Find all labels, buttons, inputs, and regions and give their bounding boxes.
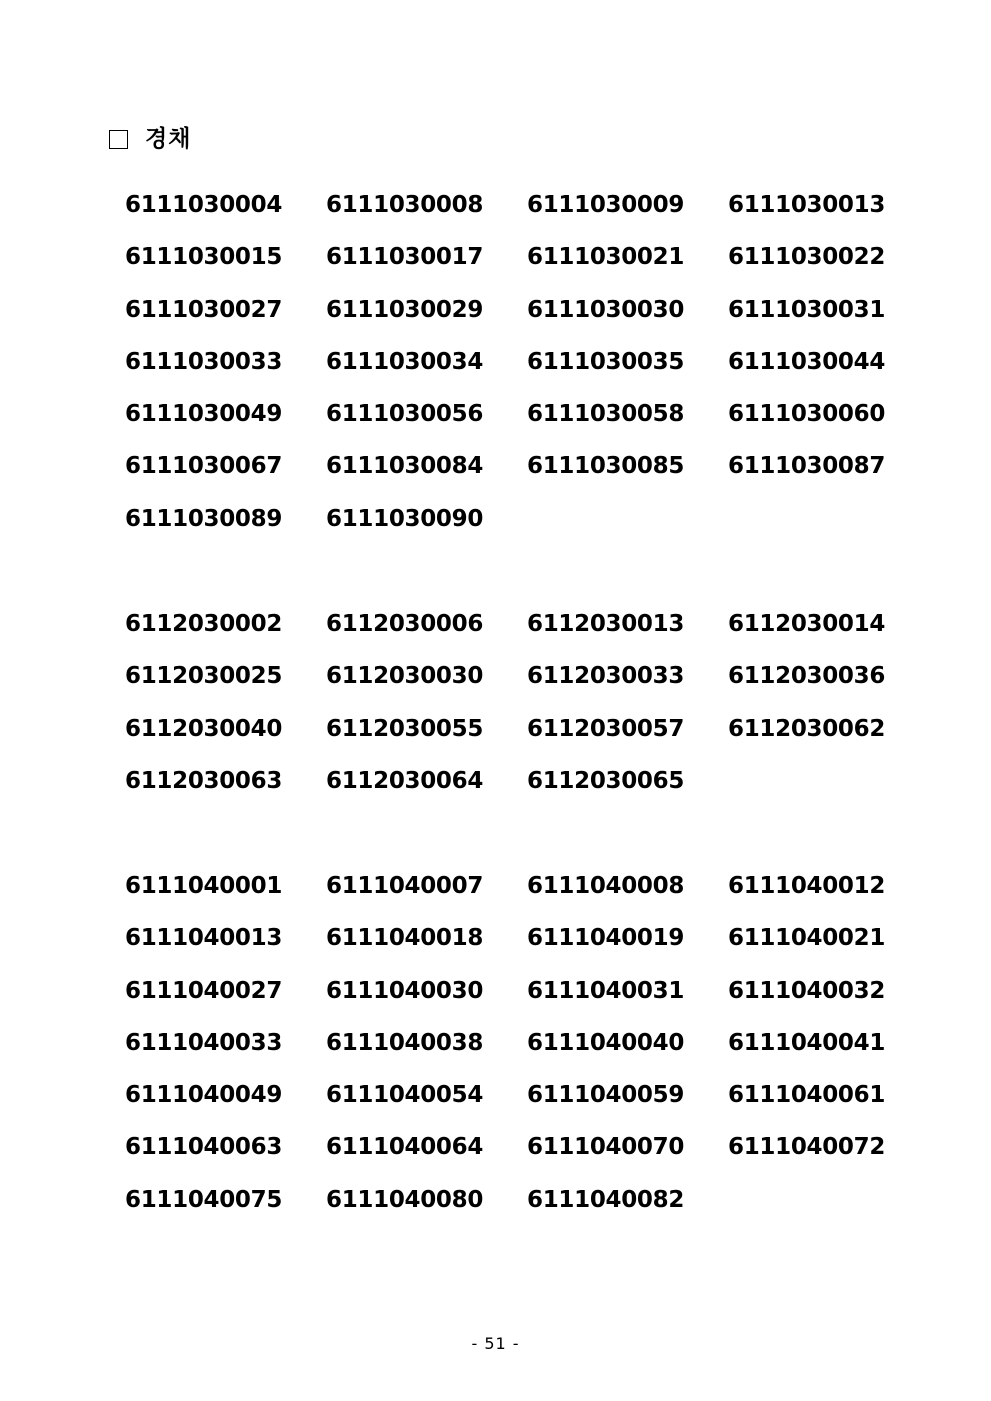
candidate-number: 6111040021 bbox=[728, 925, 886, 952]
candidate-number: 6111040061 bbox=[728, 1082, 886, 1109]
number-group-1 bbox=[125, 183, 885, 549]
candidate-number: 6111040054 bbox=[326, 1082, 484, 1109]
candidate-number: 6111030060 bbox=[728, 401, 886, 428]
candidate-number: 6111040032 bbox=[728, 977, 886, 1004]
candidate-number: 6111030029 bbox=[326, 296, 484, 323]
candidate-number: 6111030085 bbox=[527, 453, 685, 480]
candidate-number: 6112030033 bbox=[527, 663, 685, 690]
candidate-number: 6111040080 bbox=[326, 1186, 484, 1213]
candidate-number: 6112030014 bbox=[728, 611, 886, 637]
candidate-number: 6111040064 bbox=[326, 1134, 484, 1161]
candidate-number: 6112030006 bbox=[326, 611, 484, 637]
candidate-number: 6111040008 bbox=[527, 873, 685, 899]
candidate-number: 6111040059 bbox=[527, 1082, 685, 1109]
candidate-number: 6111040031 bbox=[527, 977, 685, 1004]
candidate-number: 6112030002 bbox=[125, 611, 283, 637]
number-group-2 bbox=[125, 602, 885, 811]
candidate-number: 6111030027 bbox=[125, 296, 283, 323]
candidate-number: 6111030049 bbox=[125, 401, 283, 428]
empty-square-icon bbox=[109, 130, 128, 149]
candidate-number: 6111040027 bbox=[125, 977, 283, 1004]
candidate-number: 6111030056 bbox=[326, 401, 484, 428]
candidate-number: 6112030025 bbox=[125, 663, 283, 690]
candidate-number: 6111030013 bbox=[728, 192, 886, 218]
candidate-number: 6111030022 bbox=[728, 244, 886, 271]
candidate-number: 6112030064 bbox=[326, 767, 484, 794]
candidate-number: 6111040072 bbox=[728, 1134, 886, 1161]
section-heading bbox=[109, 122, 191, 156]
candidate-number: 6111030035 bbox=[527, 348, 685, 375]
candidate-number: 6112030065 bbox=[527, 767, 685, 794]
candidate-number: 6111040018 bbox=[326, 925, 484, 952]
candidate-number: 6111040019 bbox=[527, 925, 685, 952]
candidate-number: 6112030040 bbox=[125, 715, 283, 742]
candidate-number: 6111040049 bbox=[125, 1082, 283, 1109]
candidate-number: 6111040070 bbox=[527, 1134, 685, 1161]
candidate-number: 6111030084 bbox=[326, 453, 484, 480]
candidate-number: 6111040063 bbox=[125, 1134, 283, 1161]
candidate-number: 6111030009 bbox=[527, 192, 685, 218]
candidate-number: 6111030044 bbox=[728, 348, 886, 375]
candidate-number: 6111030067 bbox=[125, 453, 283, 480]
candidate-number: 6111030030 bbox=[527, 296, 685, 323]
candidate-number: 6111040001 bbox=[125, 873, 283, 899]
candidate-number: 6111040030 bbox=[326, 977, 484, 1004]
candidate-number: 6111030031 bbox=[728, 296, 886, 323]
candidate-number: 6112030057 bbox=[527, 715, 685, 742]
candidate-number: 6112030013 bbox=[527, 611, 685, 637]
number-group-3 bbox=[125, 864, 885, 1230]
candidate-number: 6111030008 bbox=[326, 192, 484, 218]
candidate-number: 6111030021 bbox=[527, 244, 685, 271]
candidate-number: 6111040038 bbox=[326, 1029, 484, 1056]
candidate-number: 6111040082 bbox=[527, 1186, 685, 1213]
candidate-number: 6111030058 bbox=[527, 401, 685, 428]
candidate-number: 6111030034 bbox=[326, 348, 484, 375]
candidate-number: 6111030015 bbox=[125, 244, 283, 271]
candidate-number: 6111040033 bbox=[125, 1029, 283, 1056]
candidate-number: 6111030089 bbox=[125, 505, 283, 532]
candidate-number: 6112030055 bbox=[326, 715, 484, 742]
section-title: 경채 bbox=[145, 126, 192, 152]
page-number: - 51 - bbox=[471, 1334, 520, 1353]
candidate-number: 6111040013 bbox=[125, 925, 283, 952]
candidate-number: 6112030036 bbox=[728, 663, 886, 690]
candidate-number: 6111040075 bbox=[125, 1186, 283, 1213]
candidate-number: 6111030090 bbox=[326, 505, 484, 532]
candidate-number: 6111030017 bbox=[326, 244, 484, 271]
candidate-number: 6112030062 bbox=[728, 715, 886, 742]
candidate-number: 6111040040 bbox=[527, 1029, 685, 1056]
candidate-number: 6111040012 bbox=[728, 873, 886, 899]
candidate-number: 6112030030 bbox=[326, 663, 484, 690]
candidate-number: 6111040041 bbox=[728, 1029, 886, 1056]
candidate-number: 6112030063 bbox=[125, 767, 283, 794]
candidate-number: 6111030033 bbox=[125, 348, 283, 375]
candidate-number: 6111030087 bbox=[728, 453, 886, 480]
candidate-number: 6111040007 bbox=[326, 873, 484, 899]
candidate-number: 6111030004 bbox=[125, 192, 283, 218]
